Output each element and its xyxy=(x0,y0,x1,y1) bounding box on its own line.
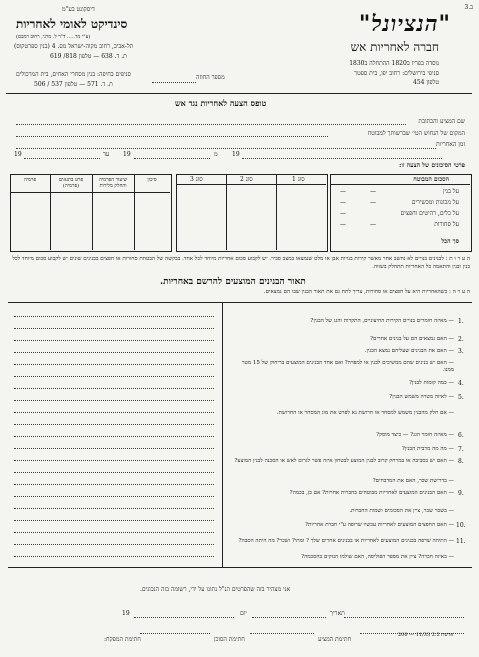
agent-name: סינדיקט לאומי לאחריות xyxy=(16,17,128,31)
q1-text: — מאיזה חומרים בנויים הקירות החיצוניים, התקרות והגג של הבנין? xyxy=(310,318,454,324)
sums-header: הסכום המבוטח xyxy=(413,176,449,183)
year-b: 19 xyxy=(123,151,131,158)
proposer-label: שם המציע והכתובת xyxy=(418,118,465,125)
dash: — xyxy=(340,210,346,217)
q11-text: — התיהה שרפה בבנינים המוצעים לאחריות או בבנינים אחרים שלך ? ומתי? ושכר? מה היתה הסבה? xyxy=(238,538,454,544)
class-2: סוג 2 xyxy=(240,176,253,183)
q1-number: 1. xyxy=(458,318,464,325)
to-label: עד xyxy=(103,151,110,158)
q2-number: 2. xyxy=(458,336,464,343)
agent-line1: (ע"י מר..... ד"ר ל. מרגי, רחוב רמבם) xyxy=(16,34,91,40)
section-title: תאור הבנינים המוצעים להרשם באחריות. xyxy=(160,277,306,287)
period-label: זמן האחריות xyxy=(436,141,465,148)
premium-col: פרמיה xyxy=(23,177,37,183)
premium-terms-col: פרט בתנאים (פרמיה) xyxy=(58,177,84,189)
q8b-text: — בדרישת שכר, האם את המדבחים? xyxy=(372,478,454,484)
q6-number: 6. xyxy=(458,432,464,439)
sums-row-building: על בנין xyxy=(442,188,459,195)
class-table xyxy=(176,174,328,252)
q3b-text: — האם יש בנינים שהם ממשיכים לבנין או למפרה? ואם אחד הבנינים המוצעים בריחוק של 15 מטר ממנו. xyxy=(241,360,454,373)
dash: — xyxy=(370,188,376,195)
dash: — xyxy=(340,188,346,195)
q9-text: — האם הבנינים המוצעים לאחריות מבוטחים בחברות אחרות? אם כן, בכמה? xyxy=(289,490,454,496)
q8-number: 8. xyxy=(458,458,464,465)
footer-code: 200 — 11/33 2.2 ארשת xyxy=(398,632,454,638)
company-brand: "הנציונל" xyxy=(358,11,451,37)
dash: — xyxy=(370,221,376,228)
q7-number: 7. xyxy=(458,446,464,453)
q10-text: — האם החפצים המוצעים לאחריות עכשיו שרופה ע"י חברת אחריות? xyxy=(305,522,454,528)
q5-number: 5. xyxy=(458,394,464,401)
signature-proposer: חתימת המציע xyxy=(318,636,352,643)
date-label: תאריך xyxy=(330,610,345,617)
signature-insurer: חתימת המפקח: xyxy=(104,636,141,643)
company-phone: טלפון 454 xyxy=(413,79,439,86)
page-number: ב.3 xyxy=(464,4,473,11)
q9b-text: — בשכר שכר, ציין את הסכומים ושמות החברות. xyxy=(349,508,454,514)
day-label: יום xyxy=(240,610,247,617)
form-title: טופס הצעה לאחריות נגד אש xyxy=(175,98,267,108)
premium-table xyxy=(10,174,172,252)
q4-text: — כמה קומות לבנין? xyxy=(408,380,454,386)
q2-text: — האם נמצאים הם על בנינים אחרים? xyxy=(370,336,454,342)
premium-rate-col: שיעור הפרמיה והחלק מלירות xyxy=(98,177,128,189)
sums-row-furniture: על כלים, רהיטים וחפצים xyxy=(400,210,459,217)
year-sign: 19 xyxy=(122,610,130,617)
agent-haifa-phone: ת. ד. 571 — טלפון 537 / 506 xyxy=(34,81,113,88)
q9-number: 9. xyxy=(458,490,464,497)
q3-number: 3. xyxy=(458,348,464,355)
agent-address: תל-אביב, רחוב מקוה-ישראל מס. 4 (בנין ספרטקוס) xyxy=(14,43,134,50)
signature-agent: חתימת הסוכן xyxy=(214,636,245,643)
agent-top-label: דיסקונט בע"מ xyxy=(62,6,95,13)
company-founded: נוסדה בפריז ב1820 ההתחלה ב1830 xyxy=(349,60,439,67)
year-c: 19 xyxy=(14,151,22,158)
premium-details-label: פרטי הסיכונים של הצעה זו: xyxy=(399,162,465,169)
q5-text: — לאיזה מטרה משמש הבנין? xyxy=(389,394,454,400)
company-subtitle: חברה לאחריות אש xyxy=(350,40,439,54)
policy-number-label: מספר החוזה xyxy=(196,74,225,81)
note-buildings: ה ע ר ו ת : לבנינים בנויים לא נחשב אחר מאשר קירות בנויות אבן או מלט שנמצאו במצב סביר. יש לקבוע סכום אחריות מיוחד לכל אחד. בבקשה של הבטחת סחורות או חפצים בבנינים שונים יש לקבוע סכום מיוחד לכל בנין ובנין והתאמה כל האחריות תתחלק בשווה. xyxy=(12,256,470,270)
agent-phone: ת. ד. 638 — טלפון 818/ 619 xyxy=(50,53,127,60)
beneficiary-label: המקום של הנחוש הטי׳ שברשותך למבוטח xyxy=(367,130,465,137)
company-branch: סניפי בירושלים: רחוב יפו, בית ספטר xyxy=(354,70,439,77)
class-3: סוג 3 xyxy=(190,176,203,183)
q4-number: 4. xyxy=(458,380,464,387)
year-a: 19 xyxy=(232,151,240,158)
dash: — xyxy=(340,199,346,206)
class-1: סוג 1 xyxy=(292,176,305,183)
dash: — xyxy=(340,221,346,228)
q10-number: 10. xyxy=(456,522,466,529)
agent-haifa: סניפים בחיפה: בנין מסחרי האחים, בית המרכולים xyxy=(16,71,131,78)
note-goods: ה ע ר ה : כשהאחריות היא על חפצים או סחורות, צריך לתת גם את תאור הבנין שבו הם נמצאים. xyxy=(263,289,470,295)
declaration: אני מצהיר בזה שהפרטים הנ"ל נתונו על ידי, רשומה בזה הנכונים. xyxy=(140,586,291,593)
q11b-text: — באיזה חברה? ציין את מספר הפוליסה, האם שולמו הנזקים בהסכמה? xyxy=(301,554,454,560)
dash: — xyxy=(370,199,376,206)
q6-text: — מאיזה חומר הגג? — כיצד מוסק? xyxy=(376,432,454,438)
q11-number: 11. xyxy=(456,538,466,545)
sums-row-total: סך הכל xyxy=(441,238,459,245)
q8-text: — האם יש בסביבה או במרחק קרוב לבנין המוצע לבטחון איזה פשר לגרום לאש או הסכנה לבנין המוצע? xyxy=(234,458,454,464)
q5b-text: — אם חלק מהבנין משמש למסחר או חרושת נא לפרט את מוג המסחר או החרושת. xyxy=(276,410,454,416)
q7-text: — מה מה מרבית הבנין? xyxy=(401,446,454,452)
from-label: מ xyxy=(214,151,218,158)
q3-text: — האם את הבנינים שעליהם נמצא הבנין. xyxy=(364,348,454,354)
sums-row-machines: על מכונות ומכשירים xyxy=(411,199,459,206)
sums-row-goods: על סחורות xyxy=(434,221,459,228)
risk-col: סיכון xyxy=(147,177,157,183)
